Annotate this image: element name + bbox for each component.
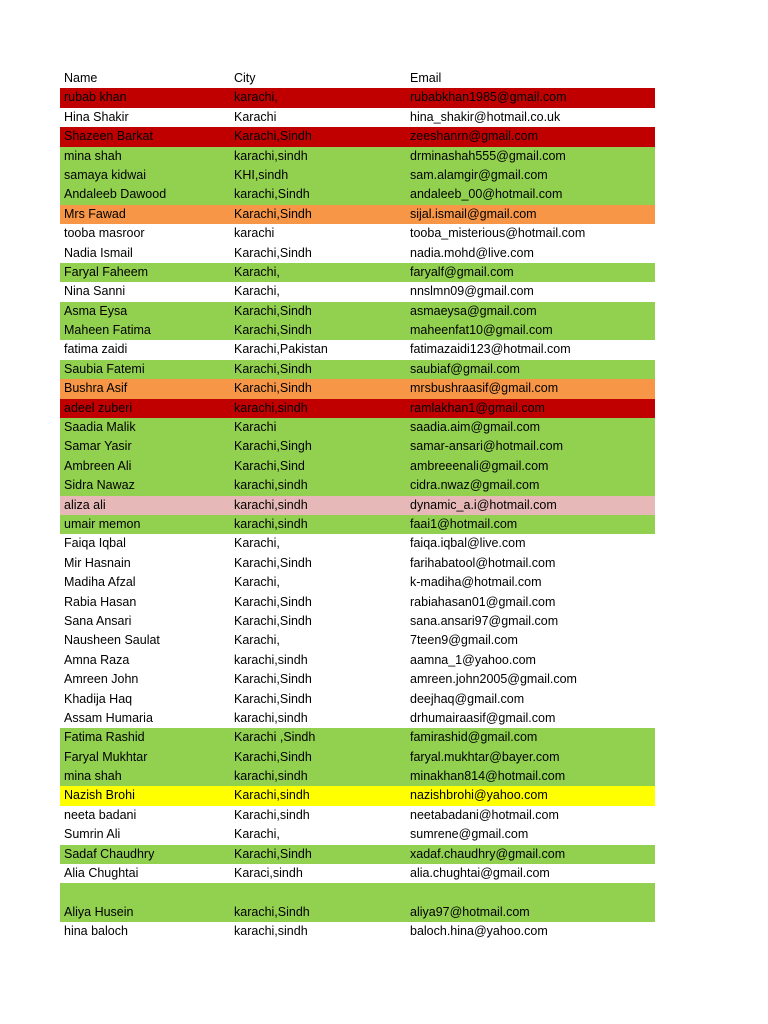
cell-city: karachi,sindh [234,769,308,784]
cell-name: Fatima Rashid [64,730,145,745]
cell-name: umair memon [64,516,141,531]
table-row [60,476,655,495]
cell-city: Karachi,Pakistan [234,342,328,357]
cell-city: Karachi,Sindh [234,323,312,338]
table-row [60,864,655,883]
cell-email: saubiaf@gmail.com [410,361,520,376]
table-row [60,185,655,204]
cell-city: Karachi,Sindh [234,129,312,144]
cell-email: nnslmn09@gmail.com [410,284,534,299]
cell-email: drminashah555@gmail.com [410,148,566,163]
cell-city: Karachi,Sindh [234,303,312,318]
cell-email: samar-ansari@hotmail.com [410,439,564,454]
cell-email: zeeshanrn@gmail.com [410,129,539,144]
table-row [60,360,655,379]
cell-city: Karachi, [234,264,280,279]
cell-email: sam.alamgir@gmail.com [410,167,548,182]
cell-city: Karachi,sindh [234,807,310,822]
table-row [60,767,655,786]
table-row [60,302,655,321]
spreadsheet-table [60,69,655,942]
table-row [60,612,655,631]
cell-email: sijal.ismail@gmail.com [410,206,537,221]
table-row [60,437,655,456]
table-row [60,922,655,941]
table-row [60,205,655,224]
cell-name: Amreen John [64,672,139,687]
cell-email: k-madiha@hotmail.com [410,575,542,590]
cell-name: Saubia Fatemi [64,361,145,376]
cell-name: Nausheen Saulat [64,633,160,648]
cell-city: Karachi, [234,536,280,551]
cell-email: famirashid@gmail.com [410,730,538,745]
cell-name: mina shah [64,769,122,784]
cell-name: Bushra Asif [64,381,128,396]
cell-name: Shazeen Barkat [64,129,153,144]
cell-name: Amna Raza [64,652,130,667]
cell-city: Karachi,Sindh [234,206,312,221]
cell-email: amreen.john2005@gmail.com [410,672,577,687]
table-row [60,573,655,592]
cell-name [60,883,230,902]
table-row [60,282,655,301]
cell-name: Hina Shakir [64,109,129,124]
header-row [60,69,655,88]
table-row [60,806,655,825]
cell-email: faryal.mukhtar@bayer.com [410,749,560,764]
cell-city: Karachi [234,420,277,435]
table-row [60,147,655,166]
cell-email: drhumairaasif@gmail.com [410,710,556,725]
table-row [60,631,655,650]
cell-city: Karachi,Sindh [234,672,312,687]
cell-name: aliza ali [64,497,106,512]
cell-city: karachi [234,226,275,241]
cell-city: Karaci,sindh [234,866,303,881]
cell-city: Karachi, [234,575,280,590]
cell-email: nadia.mohd@live.com [410,245,534,260]
cell-name: Maheen Fatima [64,323,151,338]
cell-city: karachi,sindh [234,478,308,493]
table-row [60,224,655,243]
header-city: City [234,71,256,85]
cell-city: Karachi,Sindh [234,245,312,260]
cell-email: sumrene@gmail.com [410,827,529,842]
cell-name: samaya kidwai [64,167,146,182]
cell-name: Samar Yasir [64,439,132,454]
cell-city: Karachi,Sindh [234,555,312,570]
cell-name: Sumrin Ali [64,827,121,842]
cell-email: baloch.hina@yahoo.com [410,924,548,939]
cell-email: faiqa.iqbal@live.com [410,536,526,551]
cell-name: Saadia Malik [64,420,136,435]
table-row [60,418,655,437]
cell-city: karachi,sindh [234,148,308,163]
cell-name: Sana Ansari [64,613,132,628]
table-row [60,690,655,709]
table-row [60,399,655,418]
table-row [60,340,655,359]
cell-name: Asma Eysa [64,303,128,318]
cell-name: Nina Sanni [64,284,126,299]
cell-email: hina_shakir@hotmail.co.uk [410,109,561,124]
table-row [60,651,655,670]
cell-email: deejhaq@gmail.com [410,691,525,706]
cell-email: farihabatool@hotmail.com [410,555,556,570]
cell-email: minakhan814@hotmail.com [410,769,566,784]
cell-city: karachi,sindh [234,924,308,939]
cell-city: Karachi,Sindh [234,846,312,861]
header-email: Email [410,71,442,85]
table-row [60,670,655,689]
table-row [60,709,655,728]
table-row [60,127,655,146]
table-row [60,554,655,573]
table-row [60,845,655,864]
cell-name: Rabia Hasan [64,594,137,609]
cell-name: Sidra Nawaz [64,478,135,493]
table-row [60,88,655,107]
cell-email: maheenfat10@gmail.com [410,323,553,338]
cell-city: Karachi,Sindh [234,691,312,706]
cell-email: dynamic_a.i@hotmail.com [410,497,557,512]
cell-name: Madiha Afzal [64,575,136,590]
table-row [60,263,655,282]
cell-email: aamna_1@yahoo.com [410,652,536,667]
cell-name: Ambreen Ali [64,458,132,473]
cell-name: Faryal Faheem [64,264,149,279]
cell-city: Karachi, [234,633,280,648]
cell-name: Nazish Brohi [64,788,135,803]
table-row [60,728,655,747]
cell-name: Assam Humaria [64,710,153,725]
cell-name: adeel zuberi [64,400,133,415]
cell-name: Faiqa Iqbal [64,536,126,551]
cell-email: sana.ansari97@gmail.com [410,613,559,628]
cell-name: neeta badani [64,807,137,822]
cell-email: nazishbrohi@yahoo.com [410,788,548,803]
cell-name: Sadaf Chaudhry [64,846,155,861]
cell-name: Mrs Fawad [64,206,126,221]
cell-email: rabiahasan01@gmail.com [410,594,556,609]
cell-email: aliya97@hotmail.com [410,904,530,919]
cell-name: Alia Chughtai [64,866,139,881]
cell-email: saadia.aim@gmail.com [410,420,541,435]
table-row [60,825,655,844]
cell-email: faryalf@gmail.com [410,264,514,279]
cell-name: hina baloch [64,924,128,939]
cell-email: 7teen9@gmail.com [410,633,518,648]
cell-city: Karachi,Sindh [234,613,312,628]
cell-city: Karachi,Singh [234,439,312,454]
cell-city: Karachi ,Sindh [234,730,316,745]
cell-email: andaleeb_00@hotmail.com [410,187,563,202]
cell-city: Karachi,Sindh [234,381,312,396]
cell-city [230,883,406,902]
cell-email: cidra.nwaz@gmail.com [410,478,540,493]
cell-city: karachi,sindh [234,516,308,531]
table-row [60,379,655,398]
table-body [60,88,655,941]
cell-email: mrsbushraasif@gmail.com [410,381,559,396]
table-row [60,496,655,515]
table-row [60,515,655,534]
cell-city: karachi,sindh [234,400,308,415]
table-row [60,748,655,767]
cell-city: karachi,sindh [234,710,308,725]
cell-city: KHI,sindh [234,167,289,182]
table-row [60,534,655,553]
cell-email [406,883,655,902]
cell-email: faai1@hotmail.com [410,516,518,531]
table-row [60,786,655,805]
cell-city: Karachi, [234,827,280,842]
cell-name: Faryal Mukhtar [64,749,148,764]
cell-name: fatima zaidi [64,342,128,357]
cell-name: rubab khan [64,90,127,105]
table-row [60,903,655,922]
table-row [60,166,655,185]
cell-email: fatimazaidi123@hotmail.com [410,342,571,357]
cell-email: ramlakhan1@gmail.com [410,400,545,415]
cell-city: Karachi,Sindh [234,594,312,609]
header-name: Name [64,71,98,85]
cell-city: Karachi,Sindh [234,749,312,764]
cell-city: Karachi,Sind [234,458,305,473]
cell-email: tooba_misterious@hotmail.com [410,226,586,241]
cell-name: tooba masroor [64,226,145,241]
cell-city: karachi,sindh [234,652,308,667]
table-row [60,108,655,127]
table-row [60,321,655,340]
cell-email: rubabkhan1985@gmail.com [410,90,567,105]
table-row [60,593,655,612]
cell-city: Karachi, [234,284,280,299]
cell-email: ambreeenali@gmail.com [410,458,549,473]
cell-name: Andaleeb Dawood [64,187,167,202]
cell-email: alia.chughtai@gmail.com [410,866,550,881]
cell-city: karachi,Sindh [234,187,310,202]
cell-name: Nadia Ismail [64,245,133,260]
cell-name: Mir Hasnain [64,555,131,570]
table-row [60,883,655,902]
cell-email: asmaeysa@gmail.com [410,303,537,318]
cell-city: Karachi,sindh [234,788,310,803]
cell-city: Karachi,Sindh [234,361,312,376]
cell-city: Karachi [234,109,277,124]
table-row [60,244,655,263]
cell-name: Aliya Husein [64,904,134,919]
cell-name: mina shah [64,148,122,163]
cell-name: Khadija Haq [64,691,133,706]
cell-email: neetabadani@hotmail.com [410,807,559,822]
cell-city: karachi, [234,90,278,105]
cell-city: karachi,Sindh [234,904,310,919]
cell-email: xadaf.chaudhry@gmail.com [410,846,566,861]
cell-city: karachi,sindh [234,497,308,512]
table-row [60,457,655,476]
